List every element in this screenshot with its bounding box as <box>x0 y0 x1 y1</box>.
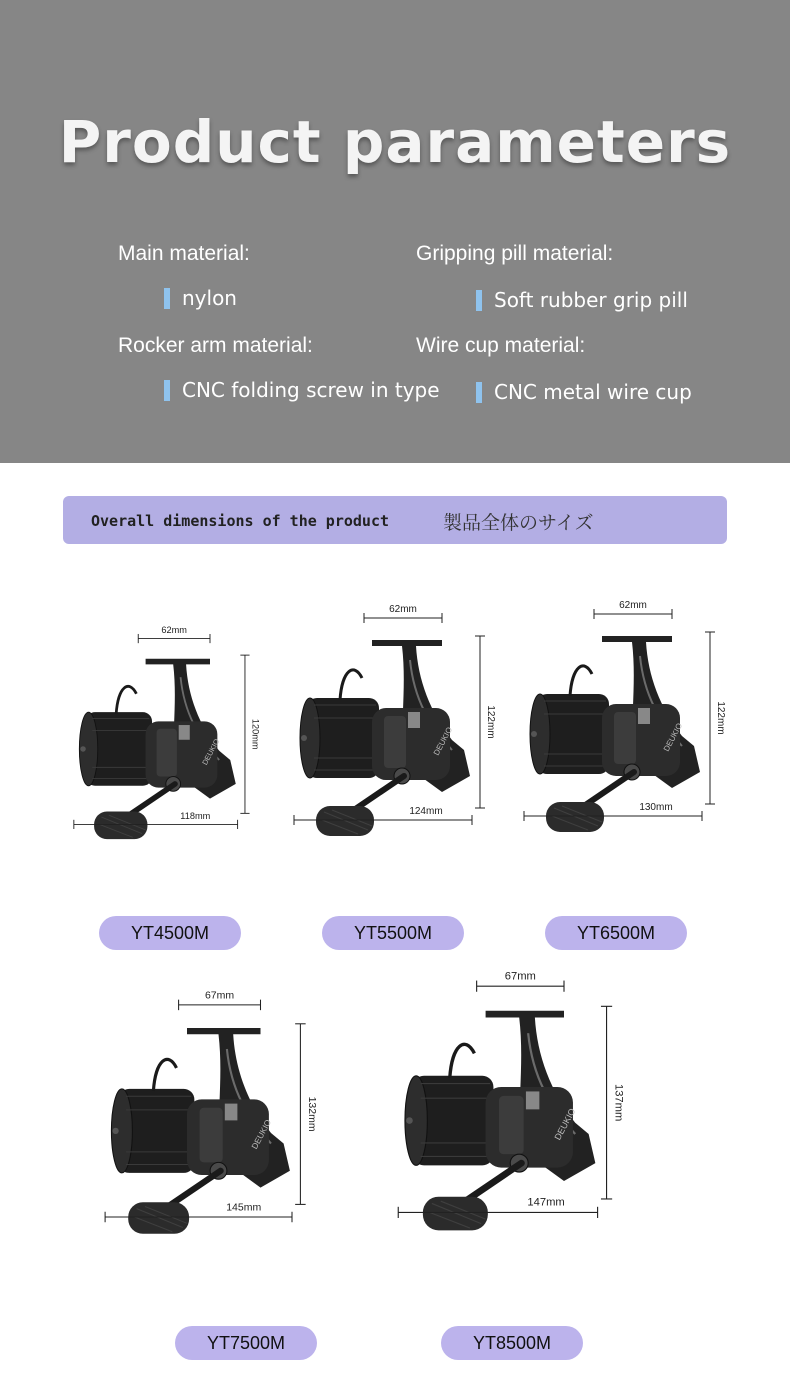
height-label: 122mm <box>715 701 726 735</box>
height-dimension <box>240 655 260 813</box>
fishing-reel-image <box>79 659 235 839</box>
height-label: 137mm <box>612 1083 625 1122</box>
height-dimension <box>295 1024 318 1205</box>
main-material-text: nylon <box>182 286 237 310</box>
model-label: YT5500M <box>322 916 464 950</box>
cup-material-text: CNC metal wire cup <box>494 380 692 404</box>
width-label: 124mm <box>409 806 443 817</box>
reel-item <box>522 596 726 860</box>
handle-length-label: 67mm <box>504 970 536 983</box>
handle-dimension <box>364 604 442 623</box>
model-label: YT7500M <box>175 1326 317 1360</box>
model-label: YT6500M <box>545 916 687 950</box>
model-label: YT8500M <box>441 1326 583 1360</box>
handle-dimension <box>594 600 672 619</box>
reel-item <box>72 622 261 865</box>
fishing-reel-image <box>405 1011 595 1231</box>
handle-length-label: 62mm <box>389 604 417 615</box>
width-label: 147mm <box>527 1196 565 1209</box>
fishing-reel-image <box>530 636 700 832</box>
cup-material-label: Wire cup material: <box>416 334 586 357</box>
reel-brand-text: DEUKIO <box>431 725 455 757</box>
handle-dimension <box>179 990 261 1011</box>
height-dimension <box>601 1006 625 1199</box>
main-material-value <box>164 286 237 310</box>
page-title: Product parameters <box>58 108 732 176</box>
width-label: 130mm <box>639 802 673 813</box>
rocker-material-label: Rocker arm material: <box>118 334 313 357</box>
reel-diagram <box>103 986 318 1259</box>
rocker-material-text: CNC folding screw in type <box>182 378 440 402</box>
bullet-bar-icon <box>476 382 482 403</box>
reel-item <box>292 600 496 864</box>
bullet-bar-icon <box>164 380 170 401</box>
reel-brand-text: DEUKIO <box>661 721 685 753</box>
main-material-label: Main material: <box>118 242 250 265</box>
reel-diagram <box>72 622 261 861</box>
grip-material-label: Gripping pill material: <box>416 242 614 265</box>
width-label: 118mm <box>180 810 211 821</box>
fishing-reel-image <box>300 640 470 836</box>
reel-item <box>103 986 318 1263</box>
reel-item <box>396 966 625 1262</box>
model-label: YT4500M <box>99 916 241 950</box>
handle-dimension <box>477 970 564 991</box>
cup-material-value <box>476 380 692 404</box>
fishing-reel-image <box>111 1028 290 1234</box>
dimensions-title-english: Overall dimensions of the product <box>91 512 390 530</box>
dimensions-title-japanese: 製品全体のサイズ <box>443 512 594 534</box>
height-label: 120mm <box>250 718 261 750</box>
reel-diagram <box>522 596 726 856</box>
product-parameters-section <box>0 0 790 463</box>
height-label: 122mm <box>485 705 496 739</box>
handle-dimension <box>138 625 210 643</box>
grip-material-text: Soft rubber grip pill <box>494 288 688 312</box>
reel-diagram <box>396 966 625 1257</box>
reel-brand-text: DEUKIO <box>249 1117 274 1151</box>
rocker-material-value <box>164 378 440 402</box>
grip-material-value <box>476 288 688 312</box>
height-dimension <box>705 632 726 804</box>
handle-length-label: 67mm <box>204 989 235 1002</box>
height-dimension <box>475 636 496 808</box>
dimensions-banner <box>63 496 727 544</box>
handle-length-label: 62mm <box>161 625 187 636</box>
handle-length-label: 62mm <box>619 600 647 611</box>
reel-brand-text: DEUKIO <box>552 1106 578 1142</box>
width-label: 145mm <box>226 1201 262 1214</box>
height-label: 132mm <box>305 1096 318 1132</box>
reel-brand-text: DEUKIO <box>200 737 222 767</box>
reel-diagram <box>292 600 496 860</box>
bullet-bar-icon <box>476 290 482 311</box>
bullet-bar-icon <box>164 288 170 309</box>
